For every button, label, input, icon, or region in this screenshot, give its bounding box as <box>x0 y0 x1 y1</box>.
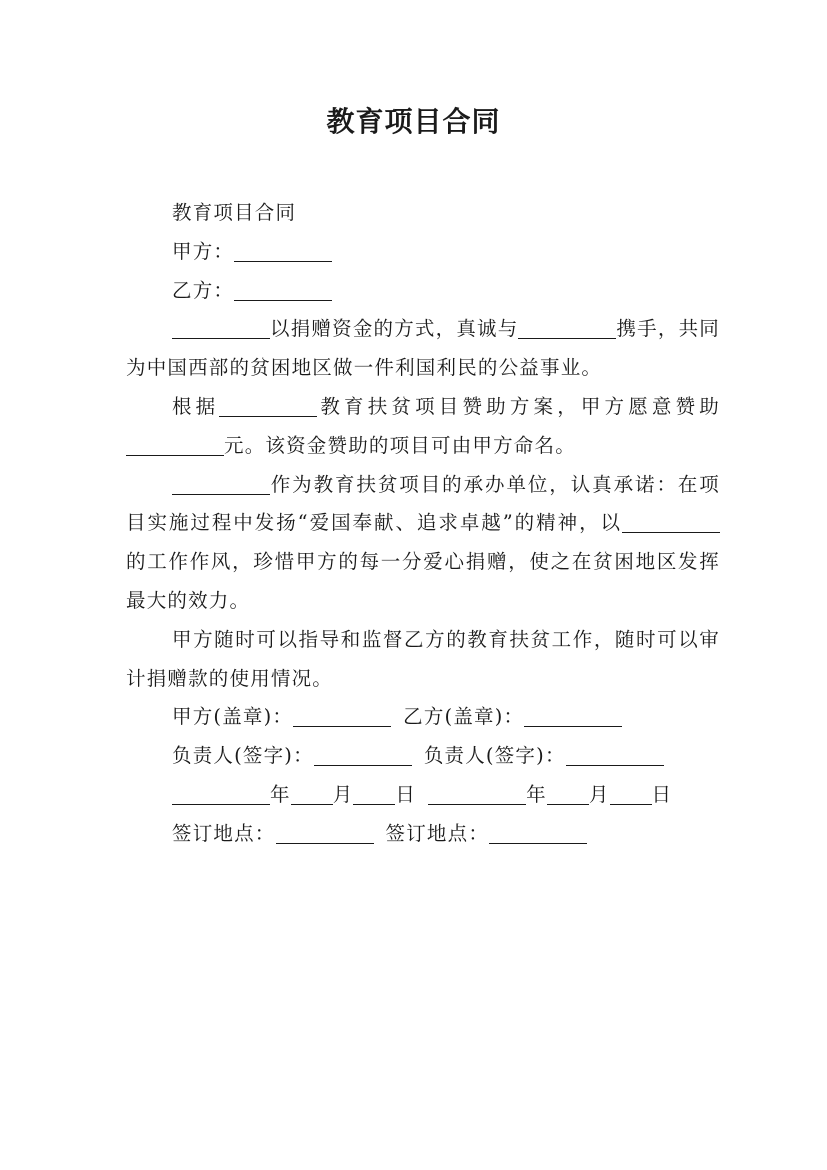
party-b-place-blank <box>489 821 587 844</box>
organizer-blank <box>172 472 270 495</box>
place-line <box>126 815 726 854</box>
month-label-a: 月 <box>332 782 354 806</box>
p2-text-c: 元。该资金赞助的项目可由甲方命名。 <box>224 433 576 457</box>
party-b-blank <box>234 278 332 301</box>
document-title: 教育项目合同 <box>326 105 501 138</box>
party-b-label: 乙方： <box>172 278 235 302</box>
p4-text: 甲方随时可以指导和监督乙方的教育扶贫工作，随时可以审计捐赠款的使用情况。 <box>126 627 720 690</box>
party-a-line <box>126 233 726 272</box>
p3-text-b: 的工作作风，珍惜甲方的每一分爱心捐赠，使之在贫困地区发挥最大的效力。 <box>126 550 720 612</box>
party-a-blank <box>234 239 332 262</box>
party-a-signer-blank <box>314 743 412 766</box>
p2-text-a: 根据 <box>172 394 220 418</box>
day-label-a: 日 <box>395 782 417 806</box>
month-label-b: 月 <box>588 782 610 806</box>
party-b-place-label: 签订地点： <box>385 821 490 845</box>
p2-text-b: 教育扶贫项目赞助方案，甲方愿意赞助 <box>317 394 720 418</box>
donor-blank <box>172 316 270 339</box>
party-a-place-blank <box>276 821 374 844</box>
seal-line <box>126 698 726 737</box>
p1-text-a: 以捐赠资金的方式，真诚与 <box>270 317 519 341</box>
party-a-seal-blank <box>293 704 391 727</box>
heading-text: 教育项目合同 <box>172 201 297 224</box>
party-a-day-blank <box>353 782 395 805</box>
contract-heading <box>126 194 726 233</box>
party-a-label: 甲方： <box>172 239 235 263</box>
party-b-line <box>126 272 726 311</box>
partner-blank <box>518 316 616 339</box>
paragraph-donation <box>126 310 720 388</box>
party-b-signer-blank <box>566 743 664 766</box>
party-b-seal-label: 乙方(盖章)： <box>403 705 525 729</box>
document-body <box>126 194 726 854</box>
style-blank <box>622 510 720 533</box>
year-label-b: 年 <box>526 782 547 806</box>
p1-text-b: 携手，共同为中国西部的贫困地区做一件利国利民的公益事业。 <box>126 317 720 380</box>
p3-text-a: 作为教育扶贫项目的承办单位，认真承诺：在项目实施过程中发扬“爱国奉献、追求卓越”的精神，以 <box>126 472 720 535</box>
date-line <box>126 776 726 815</box>
paragraph-sponsorship <box>126 388 720 466</box>
party-b-day-blank <box>610 782 652 805</box>
party-b-seal-blank <box>524 704 622 727</box>
amount-blank <box>126 433 224 456</box>
plan-blank <box>219 394 317 417</box>
party-a-place-label: 签订地点： <box>172 821 276 845</box>
party-a-month-blank <box>291 782 333 805</box>
party-b-signer-label: 负责人(签字)： <box>423 744 566 768</box>
paragraph-supervision <box>126 621 720 699</box>
signature-line <box>126 737 726 776</box>
party-a-seal-label: 甲方(盖章)： <box>172 705 294 729</box>
party-b-month-blank <box>547 782 589 805</box>
party-b-year-blank <box>428 782 526 805</box>
day-label-b: 日 <box>651 782 673 806</box>
party-a-signer-label: 负责人(签字)： <box>172 744 314 768</box>
paragraph-commitment <box>126 466 720 621</box>
party-a-year-blank <box>172 782 270 805</box>
year-label-a: 年 <box>270 782 291 806</box>
